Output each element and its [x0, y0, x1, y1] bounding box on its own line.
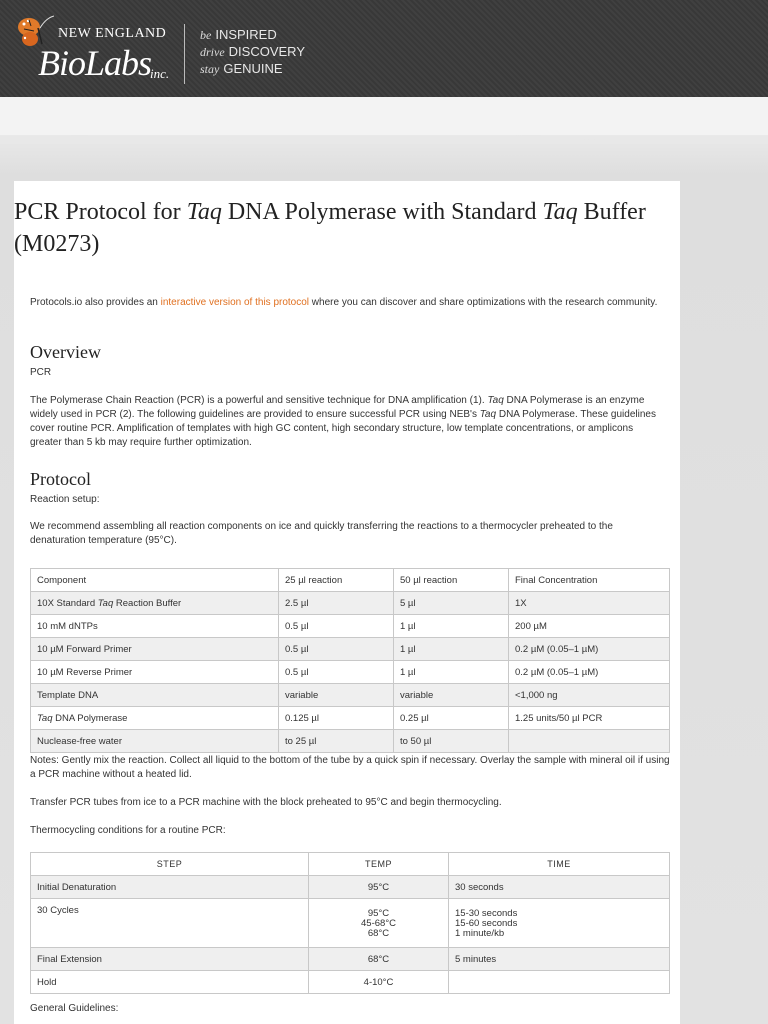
table-row	[31, 661, 670, 684]
cell-time	[449, 971, 670, 994]
cell-component: Template DNA	[31, 684, 279, 707]
cell-25ul: 0.5 µl	[279, 661, 394, 684]
cell-final: 200 µM	[509, 615, 670, 638]
general-guidelines-label: General Guidelines:	[30, 1003, 119, 1014]
protocol-heading: Protocol	[30, 469, 91, 489]
table-row	[31, 615, 670, 638]
cell-component: 10X Standard Taq Reaction Buffer	[31, 592, 279, 615]
tagline-line-3: stay GENUINE	[200, 61, 283, 76]
table-row	[31, 592, 670, 615]
thermocycling-table	[30, 852, 670, 994]
neb-logo[interactable]	[14, 10, 304, 90]
cell-final: 0.2 µM (0.05–1 µM)	[509, 661, 670, 684]
table-header-row	[31, 853, 670, 876]
overview-subheading: PCR	[30, 367, 52, 378]
reaction-setup-table	[30, 568, 670, 753]
cell-component: 10 µM Forward Primer	[31, 638, 279, 661]
header-time: TIME	[449, 853, 670, 876]
cell-25ul: 0.5 µl	[279, 615, 394, 638]
cell-25ul: 0.125 µl	[279, 707, 394, 730]
cell-step: 30 Cycles	[31, 899, 309, 948]
page-title: PCR Protocol for Taq DNA Polymerase with Standard Taq Buffer (M0273)	[14, 199, 646, 257]
cell-50ul: 0.25 µl	[394, 707, 509, 730]
site-header	[0, 0, 768, 97]
cell-50ul: variable	[394, 684, 509, 707]
overview-heading: Overview	[30, 342, 101, 362]
cell-final: 1X	[509, 592, 670, 615]
cell-temp: 68°C	[309, 948, 449, 971]
cell-temp: 95°C 45-68°C 68°C	[309, 899, 449, 948]
notes-paragraph: Notes: Gently mix the reaction. Collect all liquid to the bottom of the tube by a quick spin if necessary. Overlay the sample with mineral oil if using a PCR machine without a heated lid.	[30, 755, 670, 780]
brand-inc-text: inc.	[150, 66, 170, 81]
tagline-line-1: be INSPIRED	[200, 27, 277, 42]
thermocycling-label: Thermocycling conditions for a routine PCR:	[30, 825, 226, 836]
intro-paragraph: Protocols.io also provides an interactive version of this protocol where you can discover and share optimizations with the research community.	[30, 297, 658, 308]
cell-25ul: to 25 µl	[279, 730, 394, 753]
overview-paragraph: The Polymerase Chain Reaction (PCR) is a powerful and sensitive technique for DNA amplification (1). Taq DNA Polymerase is an enzyme widely used in PCR (2). The following guidelines are provided to ensure successful PCR using NEB's Taq DNA Polymerase. These guidelines cover routine PCR. Amplification of templates with high GC content, high secondary structure, low template concentrations, or amplicons greater than 5 kb may require further optimization.	[30, 395, 656, 448]
table-row	[31, 948, 670, 971]
cell-final: <1,000 ng	[509, 684, 670, 707]
torn-paper-edge	[0, 130, 768, 144]
cell-50ul: 1 µl	[394, 615, 509, 638]
recommend-paragraph: We recommend assembling all reaction components on ice and quickly transferring the reactions to a thermocycler preheated to the denaturation temperature (95°C).	[30, 521, 613, 546]
cell-component: Nuclease-free water	[31, 730, 279, 753]
table-row	[31, 707, 670, 730]
brand-main-text: BioLabs	[38, 43, 152, 83]
cell-final	[509, 730, 670, 753]
cell-50ul: 1 µl	[394, 638, 509, 661]
cell-50ul: 5 µl	[394, 592, 509, 615]
brand-top-text: NEW ENGLAND	[58, 26, 167, 41]
table-row	[31, 638, 670, 661]
cell-final: 0.2 µM (0.05–1 µM)	[509, 638, 670, 661]
cell-time: 30 seconds	[449, 876, 670, 899]
cell-step: Final Extension	[31, 948, 309, 971]
cell-final: 1.25 units/50 µl PCR	[509, 707, 670, 730]
cell-time: 15-30 seconds 15-60 seconds 1 minute/kb	[449, 899, 670, 948]
cell-25ul: 0.5 µl	[279, 638, 394, 661]
header-temp: TEMP	[309, 853, 449, 876]
cell-time: 5 minutes	[449, 948, 670, 971]
interactive-protocol-link[interactable]: interactive version of this protocol	[160, 297, 310, 308]
header-final-concentration: Final Concentration	[509, 569, 670, 592]
cell-25ul: 2.5 µl	[279, 592, 394, 615]
transfer-paragraph: Transfer PCR tubes from ice to a PCR machine with the block preheated to 95°C and begin thermocycling.	[30, 797, 502, 808]
table-row	[31, 730, 670, 753]
table-row	[31, 876, 670, 899]
reaction-setup-label: Reaction setup:	[30, 494, 100, 505]
logo-divider	[184, 24, 185, 84]
header-component: Component	[31, 569, 279, 592]
cell-component: Taq DNA Polymerase	[31, 707, 279, 730]
header-25ul: 25 µl reaction	[279, 569, 394, 592]
table-row	[31, 971, 670, 994]
tagline-line-2: drive DISCOVERY	[200, 44, 305, 59]
cell-25ul: variable	[279, 684, 394, 707]
header-50ul: 50 µl reaction	[394, 569, 509, 592]
cell-component: 10 µM Reverse Primer	[31, 661, 279, 684]
cell-step: Initial Denaturation	[31, 876, 309, 899]
cell-temp: 4-10°C	[309, 971, 449, 994]
table-row	[31, 684, 670, 707]
cell-step: Hold	[31, 971, 309, 994]
cell-temp: 95°C	[309, 876, 449, 899]
header-step: STEP	[31, 853, 309, 876]
cell-50ul: 1 µl	[394, 661, 509, 684]
table-row	[31, 899, 670, 948]
table-header-row	[31, 569, 670, 592]
cell-component: 10 mM dNTPs	[31, 615, 279, 638]
cell-50ul: to 50 µl	[394, 730, 509, 753]
